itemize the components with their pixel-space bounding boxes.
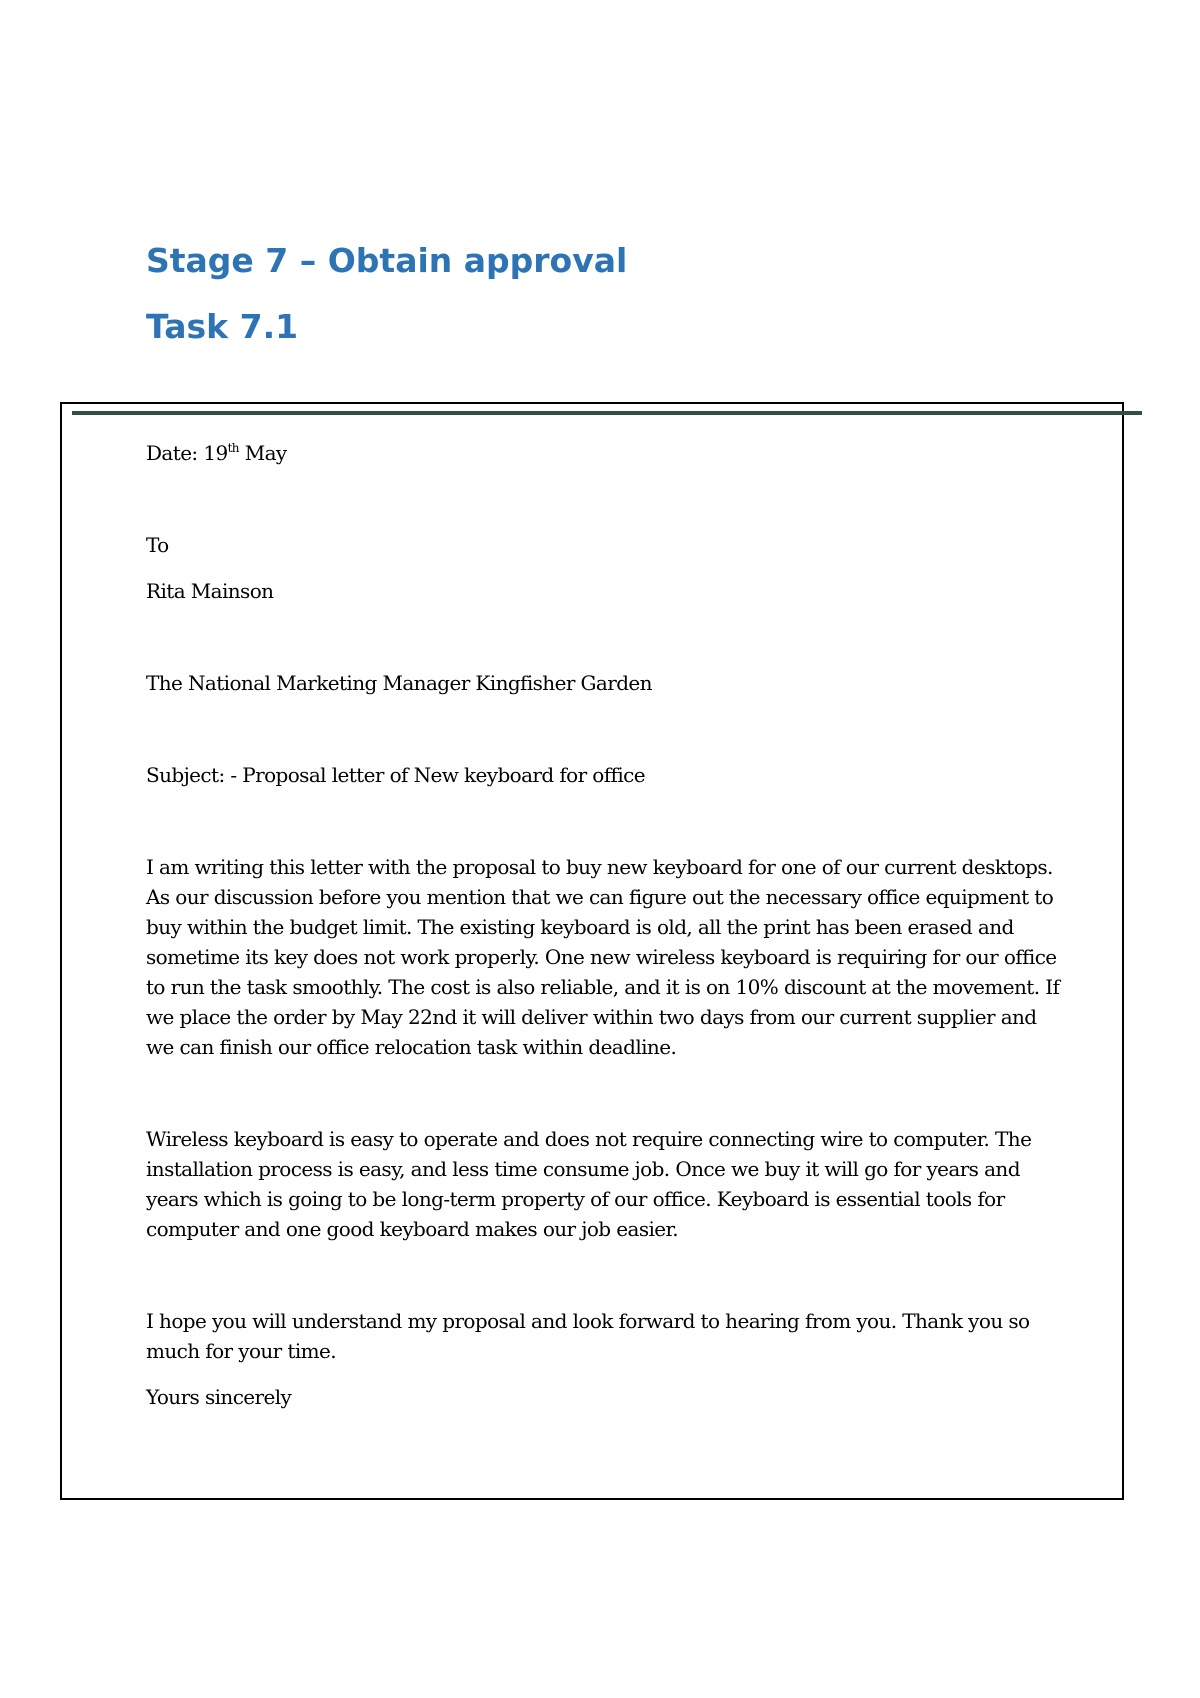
body-paragraph-3: I hope you will understand my proposal and look forward to hearing from you. Thank you so much for your time.	[146, 1309, 1030, 1363]
letter-subject: Subject: - Proposal letter of New keyboard for office	[146, 763, 645, 787]
horizontal-rule	[72, 411, 1142, 415]
letter-body	[146, 438, 1066, 1412]
date-label: Date: 19	[146, 441, 228, 465]
to-label: To	[146, 533, 169, 557]
body-paragraph-2: Wireless keyboard is easy to operate and does not require connecting wire to computer. The installation process is easy, and less time consume job. Once we buy it will go for years and years which is going to be long-term property of our office. Keyboard is essential tools for computer and one good keyboard makes our job easier.	[146, 1127, 1032, 1241]
date-suffix: th	[227, 441, 239, 455]
body-paragraph-1: I am writing this letter with the proposal to buy new keyboard for one of our current desktops. As our discussion before you mention that we can figure out the necessary office equipment to buy within the budget limit. The existing keyboard is old, all the print has been erased and sometime its key does not work properly. One new wireless keyboard is requiring for our office to run the task smoothly. The cost is also reliable, and it is on 10% discount at the movement. If we place the order by May 22nd it will deliver within two days from our current supplier and we can finish our office relocation task within deadline.	[146, 855, 1060, 1059]
task-heading: Task 7.1	[146, 307, 299, 346]
recipient-name: Rita Mainson	[146, 579, 274, 603]
date-month: May	[238, 441, 287, 465]
stage-heading: Stage 7 – Obtain approval	[146, 241, 628, 280]
recipient-title: The National Marketing Manager Kingfisher Garden	[146, 671, 652, 695]
letter-date	[146, 438, 1066, 468]
letter-closing: Yours sincerely	[146, 1385, 292, 1409]
